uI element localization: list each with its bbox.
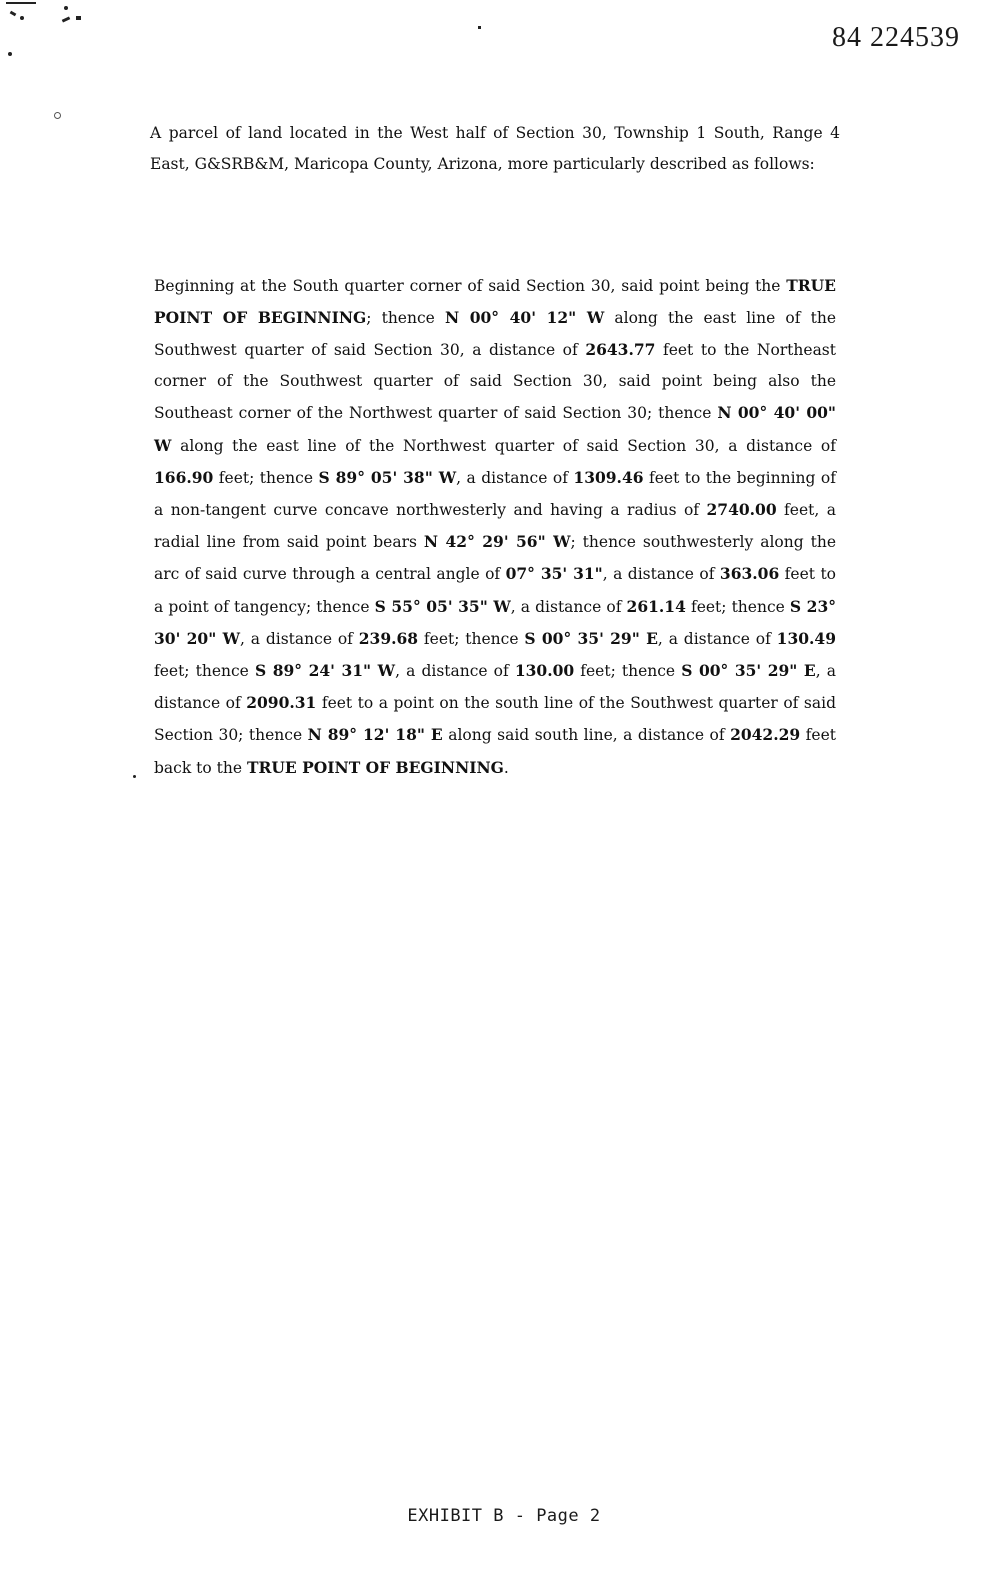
description-text: , a distance of: [456, 468, 574, 487]
course-bearing: S 89° 05' 38" W: [318, 467, 457, 487]
description-text: feet to a point on the south line of the Southwest quarter of said Section 30; thence: [154, 694, 836, 745]
course-distance: 166.90: [154, 467, 214, 487]
course-bearing: N 00° 40' 00" W: [154, 403, 836, 455]
description-text: feet to the Northeast corner of the Southwest quarter of said Section 30, said point being also the Southeast corner of the Northwest quarter of said Section 30; thence: [154, 340, 836, 423]
course-distance: 2090.31: [246, 693, 317, 713]
description-text: , a distance of: [510, 597, 627, 616]
true-point-of-beginning: TRUE POINT OF BEGINNING: [154, 275, 836, 327]
scan-speck: [6, 2, 36, 4]
description-text: , a distance of: [395, 661, 515, 680]
course-distance: 363.06: [719, 564, 780, 584]
course-bearing: S 89° 24' 31" W: [254, 660, 396, 680]
description-text: ; thence southwesterly along the arc of said curve through a central angle of: [154, 533, 836, 584]
description-text: , a distance of: [602, 565, 720, 584]
description-text: feet, a radial line from said point bears: [154, 500, 836, 552]
description-text: feet; thence: [213, 468, 319, 487]
course-distance: 2643.77: [585, 339, 656, 359]
intro-paragraph: A parcel of land located in the West half of Section 30, Township 1 South, Range 4 East, G&SRB&M, Maricopa County, Arizona, more particularly described as follows:: [150, 123, 840, 173]
scan-speck: [478, 26, 481, 29]
description-text: feet; thence: [685, 597, 790, 616]
course-distance: 261.14: [626, 596, 686, 616]
course-distance: 1309.46: [573, 467, 644, 487]
description-text: along the east line of the Northwest quarter of said Section 30, a distance of: [171, 436, 836, 455]
description-text: , a distance of: [657, 629, 777, 648]
description-text: along said south line, a distance of: [442, 726, 731, 745]
description-text: feet back to the: [154, 726, 836, 777]
description-text: .: [503, 758, 509, 777]
scan-speck: [10, 11, 17, 17]
scan-speck: [133, 775, 136, 778]
description-text: feet to a point of tangency; thence: [154, 565, 837, 616]
true-point-of-beginning: TRUE POINT OF BEGINNING: [246, 757, 504, 777]
description-text: , a distance of: [154, 661, 837, 713]
curve-radius: 2740.00: [706, 499, 777, 519]
course-bearing: S 00° 35' 29" E: [681, 660, 816, 680]
description-text: feet; thence: [418, 629, 525, 648]
course-distance: 2042.29: [730, 725, 801, 745]
scan-speck: [64, 6, 68, 10]
scan-speck: [76, 16, 81, 20]
course-bearing: S 00° 35' 29" E: [524, 628, 658, 648]
central-angle: 07° 35' 31": [505, 564, 603, 584]
page-footer: EXHIBIT B - Page 2: [407, 1506, 601, 1526]
scan-speck: [54, 112, 61, 119]
course-distance: 130.00: [514, 660, 575, 680]
course-distance: 130.49: [776, 628, 836, 648]
radial-bearing: N 42° 29' 56" W: [423, 532, 571, 552]
course-bearing: N 89° 12' 18" E: [307, 725, 443, 745]
description-text: ; thence: [366, 308, 445, 327]
course-bearing: S 23° 30' 20" W: [154, 596, 836, 648]
course-bearing: N 00° 40' 12" W: [444, 307, 605, 327]
scan-speck: [20, 16, 24, 20]
scan-speck: [62, 16, 71, 22]
description-text: feet; thence: [574, 661, 682, 680]
description-text: along the east line of the Southwest quarter of said Section 30, a distance of: [154, 308, 836, 359]
course-bearing: S 55° 05' 35" W: [374, 596, 511, 616]
description-text: feet to the beginning of a non-tangent curve concave northwesterly and having a radius of: [154, 468, 836, 519]
description-text: feet; thence: [154, 661, 255, 680]
scan-speck: [8, 52, 12, 56]
recording-number: 84 224539: [832, 22, 960, 53]
legal-description: [154, 270, 836, 784]
course-distance: 239.68: [358, 628, 419, 648]
description-text: Beginning at the South quarter corner of said Section 30, said point being the: [154, 276, 787, 295]
description-text: , a distance of: [240, 629, 359, 648]
